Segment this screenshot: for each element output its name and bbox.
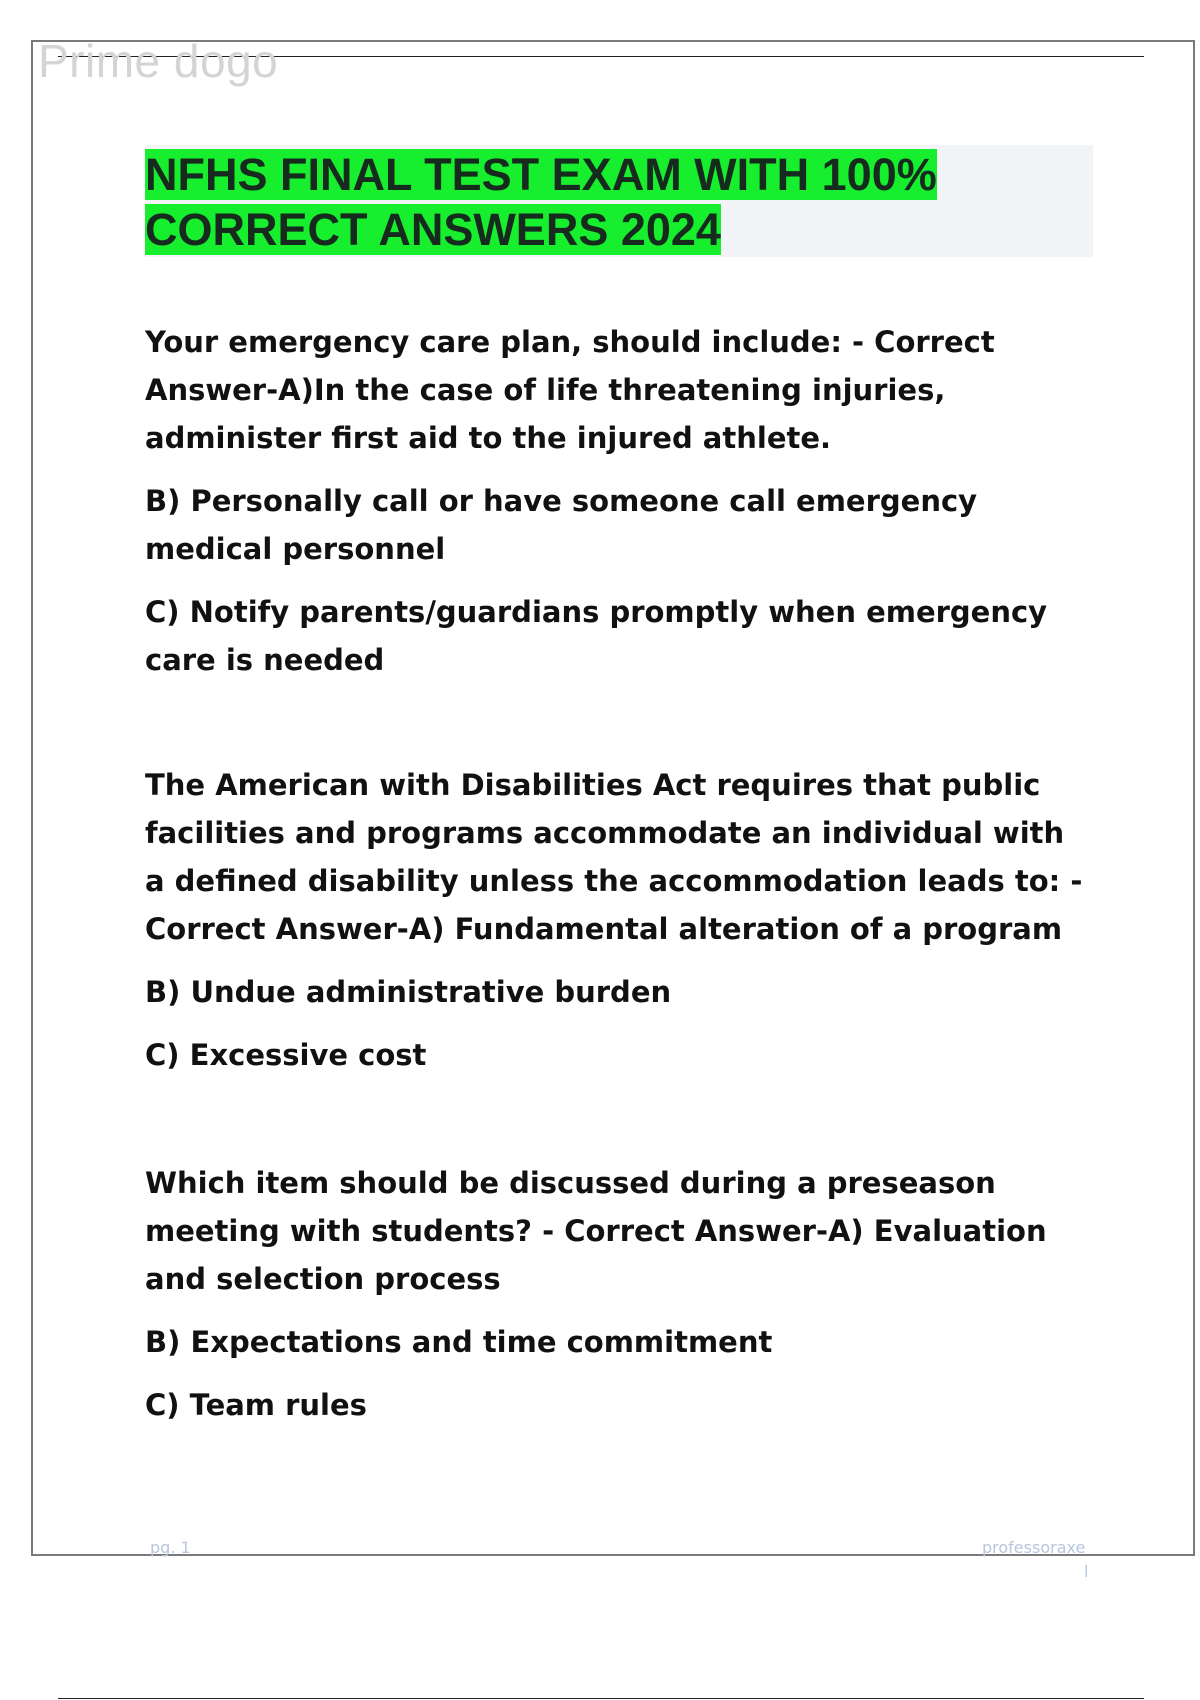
footer-author: professoraxe <box>982 1538 1086 1557</box>
question-with-answer: Which item should be discussed during a preseason meeting with students? - Correct Answer-A) Evaluation and selection process <box>145 1166 1047 1296</box>
footer-author-tail: l <box>1084 1562 1089 1581</box>
answer-option: B) Personally call or have someone call emergency medical personnel <box>145 484 978 566</box>
page-number: pg. 1 <box>150 1538 191 1557</box>
watermark: Prime dogo <box>38 35 279 87</box>
title-line-2: CORRECT ANSWERS 2024 <box>145 204 721 255</box>
question-with-answer: Your emergency care plan, should include: - Correct Answer-A)In the case of life threatening injuries, administer first aid to the injured athlete. <box>145 325 995 455</box>
question-block <box>145 761 1090 1079</box>
title-line-1: NFHS FINAL TEST EXAM WITH 100% <box>145 149 937 200</box>
document-title <box>145 147 1045 257</box>
answer-option: C) Excessive cost <box>145 1038 427 1072</box>
spacer <box>145 1079 1090 1159</box>
question-with-answer: The American with Disabilities Act requires that public facilities and programs accommodate an individual with a defined disability unless the accommodation leads to: - Correct Answer-A) Fundamental alteration of a program <box>145 768 1083 946</box>
answer-option: B) Undue administrative burden <box>145 975 672 1009</box>
question-list <box>145 318 1090 1429</box>
footer-rule <box>58 1698 1144 1699</box>
answer-option: C) Team rules <box>145 1388 367 1422</box>
question-block <box>145 1159 1090 1429</box>
spacer <box>145 684 1090 761</box>
answer-option: C) Notify parents/guardians promptly when emergency care is needed <box>145 595 1048 677</box>
question-block <box>145 318 1090 684</box>
answer-option: B) Expectations and time commitment <box>145 1325 773 1359</box>
